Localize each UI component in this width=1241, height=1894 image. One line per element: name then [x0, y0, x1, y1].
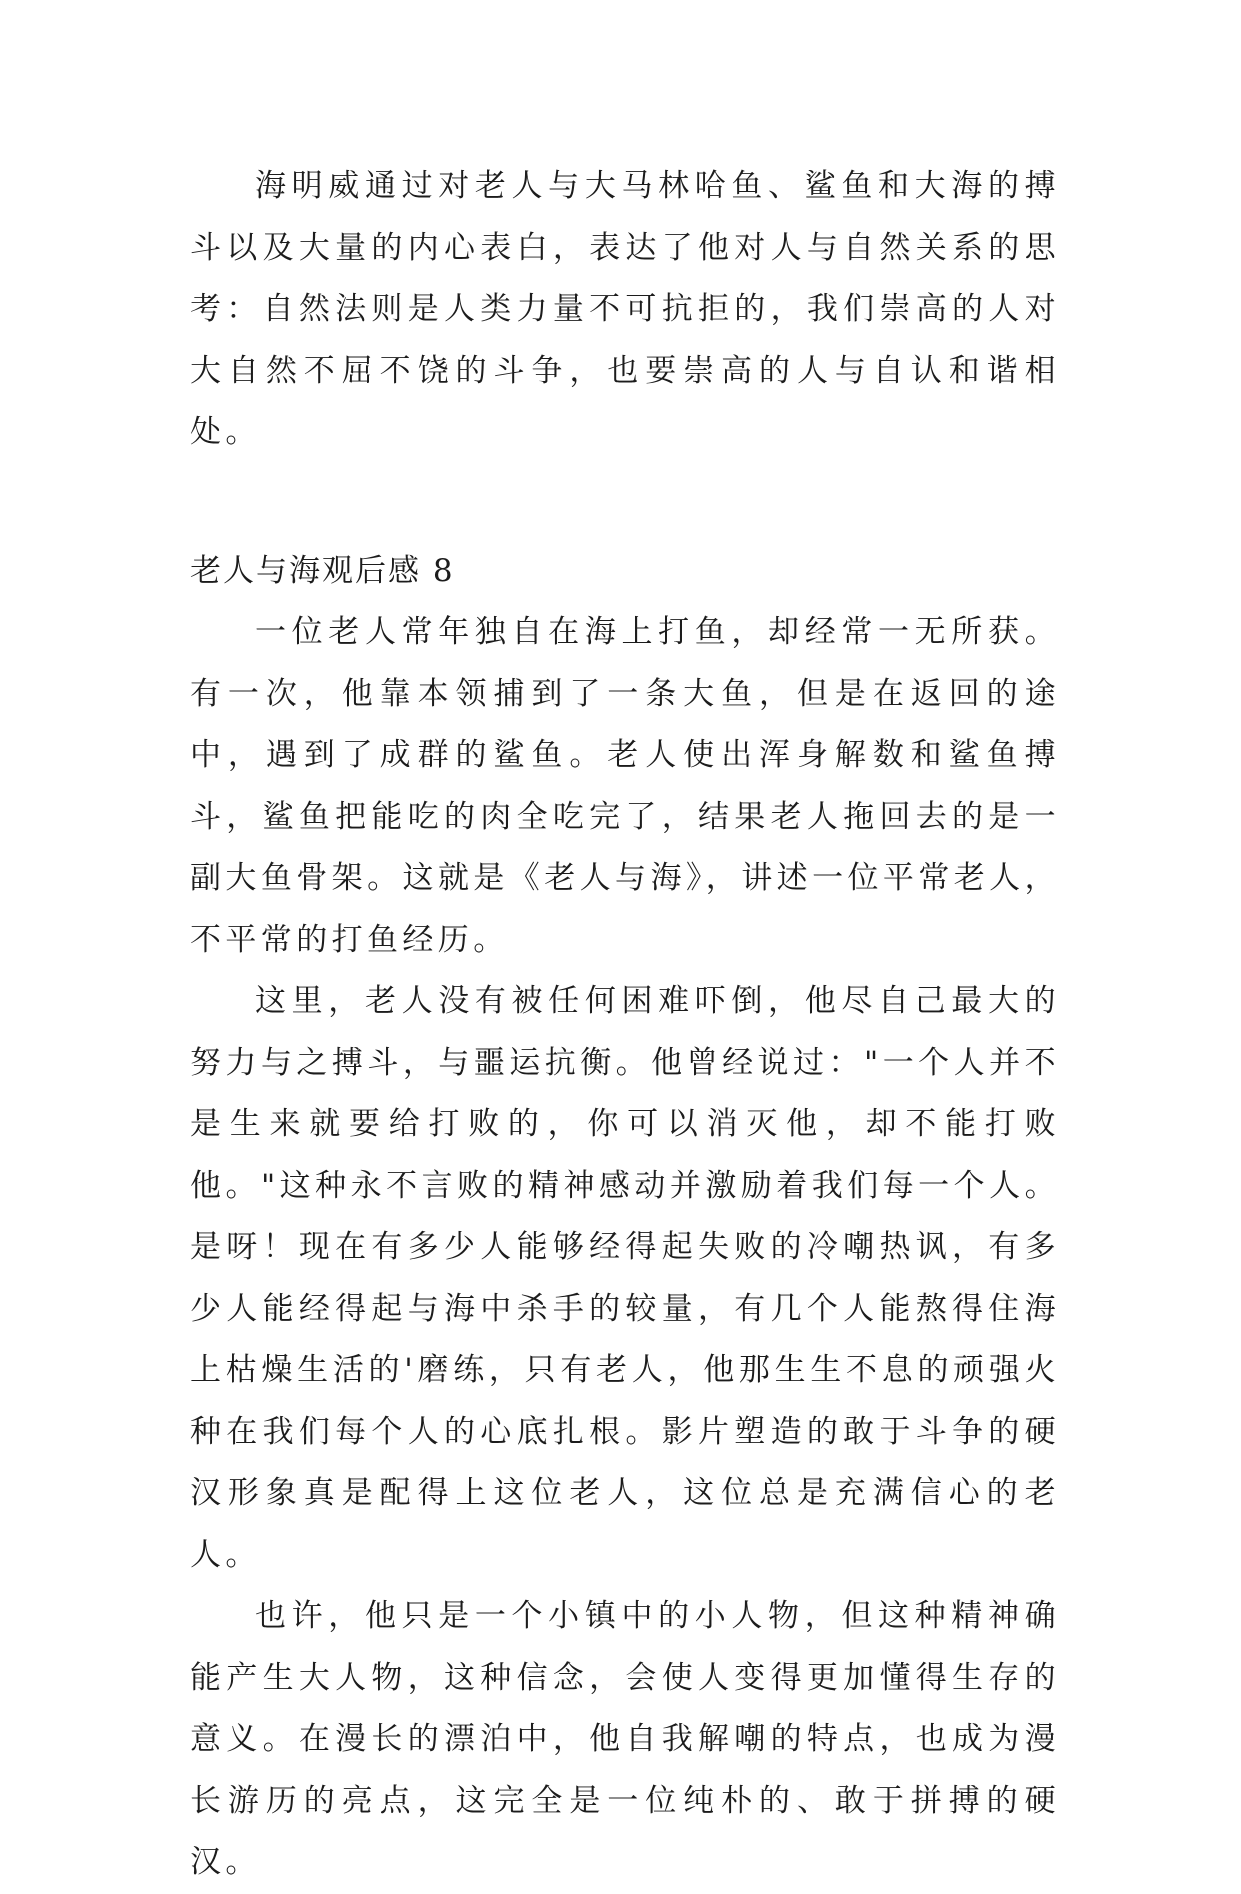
section-heading: 老人与海观后感 8 [190, 552, 455, 589]
body-paragraph: 这里，老人没有被任何困难吓倒，他尽自己最大的努力与之搏斗，与噩运抗衡。他曾经说过："一个人并不是生来就要给打败的，你可以消灭他，却不能打败他。"这种永不言败的精神感动并激励着我们每一个人。是呀！现在有多少人能够经得起失败的冷嘲热讽，有多少人能经得起与海中杀手的较量，有几个人能熬得住海上枯燥生活的'磨练，只有老人，他那生生不息的顽强火种在我们每个人的心底扎根。影片塑造的敢于斗争的硬汉形象真是配得上这位老人，这位总是充满信心的老人。 [190, 983, 1060, 1573]
section-gap [190, 464, 1060, 541]
document-body [190, 156, 1060, 1894]
body-paragraph: 也许，他只是一个小镇中的小人物，但这种精神确能产生大人物，这种信念，会使人变得更加懂得生存的意义。在漫长的漂泊中，他自我解嘲的特点，也成为漫长游历的亮点，这完全是一位纯朴的、敢于拼搏的硬汉。 [190, 1598, 1060, 1880]
body-paragraph: 海明威通过对老人与大马林哈鱼、鲨鱼和大海的搏斗以及大量的内心表白，表达了他对人与自然关系的思考：自然法则是人类力量不可抗拒的，我们崇高的人对大自然不屈不饶的斗争，也要崇高的人与自认和谐相处。 [190, 168, 1060, 450]
body-paragraph: 一位老人常年独自在海上打鱼，却经常一无所获。有一次，他靠本领捕到了一条大鱼，但是在返回的途中，遇到了成群的鲨鱼。老人使出浑身解数和鲨鱼搏斗，鲨鱼把能吃的肉全吃完了，结果老人拖回去的是一副大鱼骨架。这就是《老人与海》，讲述一位平常老人，不平常的打鱼经历。 [190, 614, 1060, 958]
